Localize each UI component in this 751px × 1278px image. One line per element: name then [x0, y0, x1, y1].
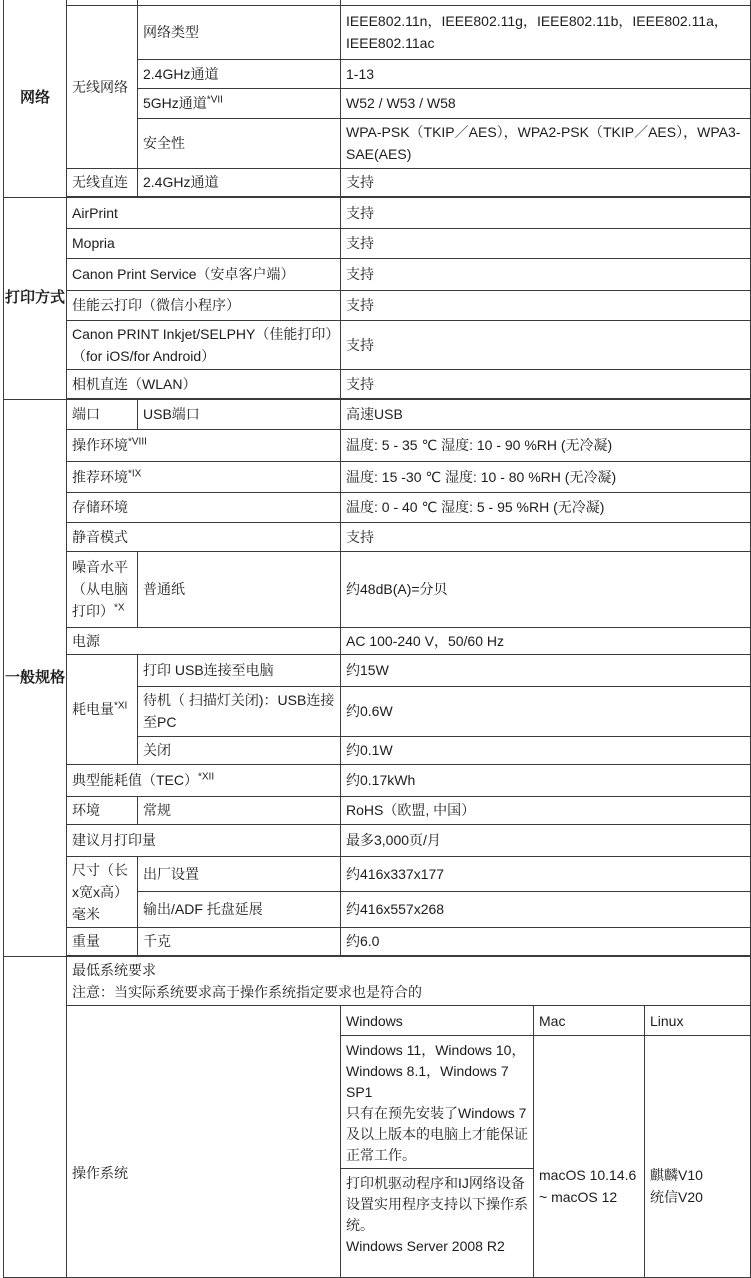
windows-driver-note: 打印机驱动程序和IJ网络设备设置实用程序支持以下操作系统。 — [346, 1175, 528, 1233]
monthly-value-cell: 最多3,000页/月 — [341, 824, 751, 856]
network-type-value-cell: IEEE802.11n，IEEE802.11g，IEEE802.11b，IEEE802.11a，IEEE802.11ac — [341, 5, 751, 59]
footnote-x: *X — [114, 602, 125, 614]
inkjet-label-line1: Canon PRINT Inkjet/SELPHY（佳能打印） — [72, 325, 340, 342]
monthly-label-cell: 建议月打印量 — [67, 824, 341, 856]
inkjet-label-line2: （for iOS/for Android） — [72, 347, 216, 364]
rec-env-label: 推荐环境 — [72, 468, 128, 485]
power-label-cell: 电源 — [67, 627, 341, 654]
cps-label-cell: Canon Print Service（安卓客户端） — [67, 258, 341, 290]
row-storage-env — [4, 492, 751, 522]
camera-label-cell: 相机直连（WLAN） — [67, 369, 341, 399]
row-cloud-print — [4, 290, 751, 320]
linux-value-cell — [645, 1036, 751, 1278]
row-camera-direct — [4, 369, 751, 399]
direct-label-cell: 2.4GHz通道 — [138, 168, 341, 197]
inkjet-label-cell — [67, 320, 341, 369]
ch5-label-cell — [138, 88, 341, 118]
section-print-methods-cell — [4, 197, 67, 399]
sto-env-value-cell: 温度: 0 - 40 ℃ 湿度: 5 - 95 %RH (无冷凝) — [341, 492, 751, 522]
footnote-ix: *IX — [128, 467, 142, 479]
dims-group-cell: 尺寸（长x宽x高）毫米 — [67, 856, 138, 927]
spec-table — [3, 0, 751, 1278]
env-value-cell: RoHS（欧盟, 中国） — [341, 796, 751, 824]
row-airprint — [4, 197, 751, 228]
op-env-value-cell: 温度: 5 - 35 ℃ 湿度: 10 - 90 %RH (无冷凝) — [341, 429, 751, 461]
weight-value-cell: 约6.0 — [341, 927, 751, 956]
footnote-vii: *VII — [206, 94, 223, 106]
row-sysreq-title — [4, 956, 751, 1006]
windows-driver-cell — [341, 1169, 534, 1278]
cloud-value-cell: 支持 — [341, 290, 751, 320]
direct-group-cell: 无线直连 — [67, 168, 138, 197]
mopria-label-cell: Mopria — [67, 228, 341, 258]
row-environment — [4, 796, 751, 824]
port-group-cell: 端口 — [67, 399, 138, 429]
env-label-cell: 常规 — [138, 796, 341, 824]
ch5-value-cell: W52 / W53 / W58 — [341, 88, 751, 118]
sysreq-title-cell — [67, 956, 751, 1006]
consumption-group-cell — [67, 654, 138, 764]
section-network-label: 网络 — [19, 89, 50, 107]
airprint-label-cell: AirPrint — [67, 197, 341, 228]
os-col-mac-header: Mac — [534, 1006, 645, 1036]
windows-note: 只有在预先安装了Windows 7及以上版本的电脑上才能保证正常工作。 — [346, 1105, 528, 1163]
row-dimensions-factory — [4, 856, 751, 892]
tec-label: 典型能耗值（TEC） — [72, 772, 198, 788]
os-col-linux-header: Linux — [645, 1006, 751, 1036]
row-os-header — [4, 1006, 751, 1036]
row-consumption-print — [4, 654, 751, 686]
row-operating-env — [4, 429, 751, 461]
noise-group-label: 噪音水平（从电脑打印） — [72, 559, 128, 619]
sto-env-label-cell: 存储环境 — [67, 492, 341, 522]
rec-env-label-cell — [67, 461, 341, 492]
sysreq-title: 最低系统要求 — [72, 962, 156, 978]
os-col-windows-header: Windows — [341, 1006, 534, 1036]
section-network-cell — [4, 0, 67, 197]
op-env-label-cell — [67, 429, 341, 461]
row-network-type — [4, 5, 751, 59]
row-port — [4, 399, 751, 429]
row-noise-level — [4, 551, 751, 627]
consumption-print-value-cell: 约15W — [341, 654, 751, 686]
section-general-label: 一般规格 — [5, 668, 66, 686]
footnote-viii: *VIII — [128, 436, 147, 448]
row-canon-print-inkjet — [4, 320, 751, 369]
section-general-cell — [4, 399, 67, 956]
row-tec — [4, 764, 751, 796]
inkjet-value-cell: 支持 — [341, 320, 751, 369]
dims-extended-value-cell: 约416x557x268 — [341, 892, 751, 928]
camera-value-cell: 支持 — [341, 369, 751, 399]
linux-version-1: 麒麟V10 — [650, 1167, 703, 1183]
power-value-cell: AC 100-240 V，50/60 Hz — [341, 627, 751, 654]
quiet-value-cell: 支持 — [341, 522, 751, 551]
dims-factory-value-cell: 约416x337x177 — [341, 856, 751, 892]
port-value-cell: 高速USB — [341, 399, 751, 429]
section-print-methods-label: 打印方式 — [5, 289, 66, 306]
consumption-off-value-cell: 约0.1W — [341, 736, 751, 764]
row-power-supply — [4, 627, 751, 654]
row-weight — [4, 927, 751, 956]
windows-server-version: Windows Server 2008 R2 — [346, 1238, 505, 1254]
network-type-label-cell: 网络类型 — [138, 5, 341, 59]
ch24-label-cell: 2.4GHz通道 — [138, 59, 341, 88]
rec-env-value-cell: 温度: 15 -30 ℃ 湿度: 10 - 80 %RH (无冷凝) — [341, 461, 751, 492]
cps-value-cell: 支持 — [341, 258, 751, 290]
row-quiet-mode — [4, 522, 751, 551]
noise-label-cell: 普通纸 — [138, 551, 341, 627]
row-mopria — [4, 228, 751, 258]
row-canon-print-service — [4, 258, 751, 290]
row-monthly-volume — [4, 824, 751, 856]
consumption-standby-label-cell: 待机（ 扫描灯关闭)：USB连接至PC — [138, 686, 341, 736]
tec-label-cell — [67, 764, 341, 796]
empty-section-cell — [4, 956, 67, 1278]
consumption-off-label-cell: 关闭 — [138, 736, 341, 764]
group-wireless-cell: 无线网络 — [67, 5, 138, 168]
weight-group-cell: 重量 — [67, 927, 138, 956]
dims-extended-label-cell: 输出/ADF 托盘延展 — [138, 892, 341, 928]
linux-version-2: 统信V20 — [650, 1189, 703, 1205]
row-wireless-direct — [4, 168, 751, 197]
security-label-cell: 安全性 — [138, 118, 341, 168]
os-label-cell: 操作系统 — [67, 1006, 341, 1278]
row-recommended-env — [4, 461, 751, 492]
footnote-xi: *XI — [114, 700, 128, 712]
mopria-value-cell: 支持 — [341, 228, 751, 258]
tec-value-cell: 约0.17kWh — [341, 764, 751, 796]
direct-value-cell: 支持 — [341, 168, 751, 197]
op-env-label: 操作环境 — [72, 437, 128, 453]
cloud-label-cell: 佳能云打印（微信小程序） — [67, 290, 341, 320]
windows-versions-cell — [341, 1036, 534, 1169]
quiet-label-cell: 静音模式 — [67, 522, 341, 551]
airprint-value-cell: 支持 — [341, 197, 751, 228]
noise-value-cell: 约48dB(A)=分贝 — [341, 551, 751, 627]
noise-group-cell — [67, 551, 138, 627]
env-group-cell: 环境 — [67, 796, 138, 824]
port-label-cell: USB端口 — [138, 399, 341, 429]
dims-factory-label-cell: 出厂设置 — [138, 856, 341, 892]
security-value-cell: WPA-PSK（TKIP／AES），WPA2-PSK（TKIP／AES），WPA3-SAE(AES) — [341, 118, 751, 168]
consumption-group-label: 耗电量 — [72, 701, 114, 717]
ch5-label: 5GHz通道 — [143, 95, 207, 111]
consumption-standby-value-cell: 约0.6W — [341, 686, 751, 736]
footnote-xii: *XII — [198, 771, 215, 783]
mac-value-cell: macOS 10.14.6 ~ macOS 12 — [534, 1036, 645, 1278]
windows-versions: Windows 11，Windows 10，Windows 8.1，Windows 7 SP1 — [346, 1042, 526, 1100]
consumption-print-label-cell: 打印 USB连接至电脑 — [138, 654, 341, 686]
sysreq-note: 注意：当实际系统要求高于操作系统指定要求也是符合的 — [72, 984, 422, 1000]
ch24-value-cell: 1-13 — [341, 59, 751, 88]
weight-label-cell: 千克 — [138, 927, 341, 956]
